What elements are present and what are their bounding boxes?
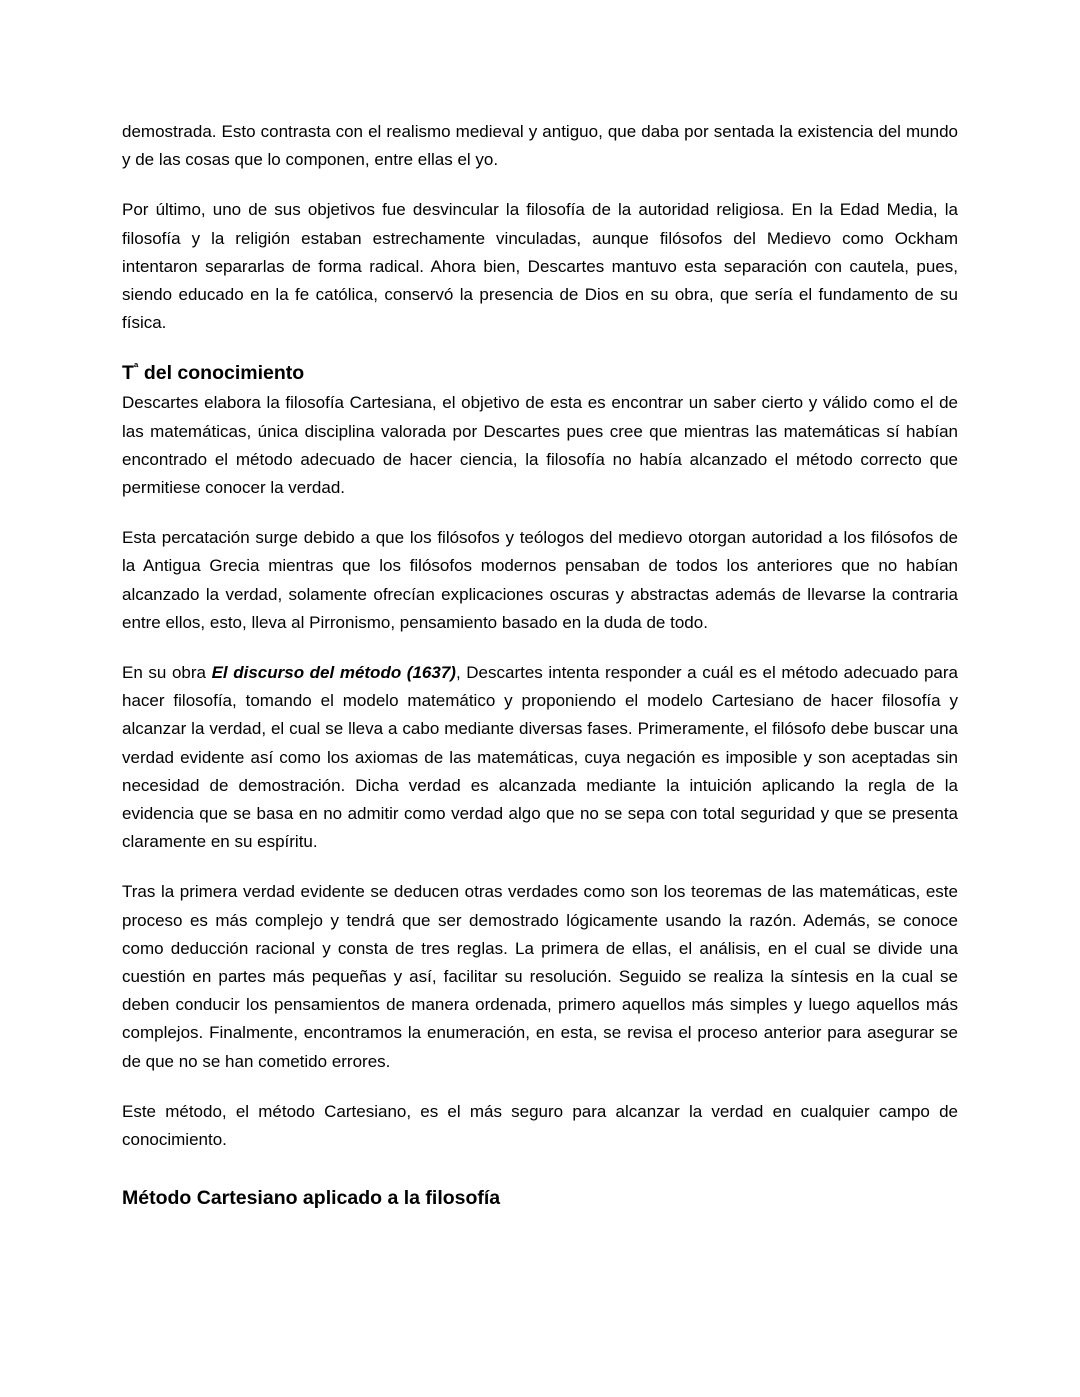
document-text-column bbox=[122, 118, 958, 1212]
heading-teoria-del-conocimiento bbox=[122, 359, 958, 387]
paragraph-lead-text: En su obra bbox=[122, 663, 212, 683]
paragraph-demostrada: demostrada. Esto contrasta con el realismo medieval y antiguo, que daba por sentada la existencia del mundo y de las cosas que lo componen, entre ellas el yo. bbox=[122, 122, 958, 170]
paragraph-por-ultimo: Por último, uno de sus objetivos fue desvincular la filosofía de la autoridad religiosa. En la Edad Media, la filosofía y la religión estaban estrechamente vinculadas, aunque filósofos del Medievo como Ockham intentaron separarlas de forma radical. Ahora bien, Descartes mantuvo esta separación con cautela, pues, siendo educado en la fe católica, conservó la presencia de Dios en su obra, que sería el fundamento de su física. bbox=[122, 200, 958, 333]
heading-metodo-cartesiano-aplicado: Método Cartesiano aplicado a la filosofía bbox=[122, 1187, 501, 1210]
paragraph-descartes-elabora: Descartes elabora la filosofía Cartesiana, el objetivo de esta es encontrar un saber cierto y válido como el de las matemáticas, única disciplina valorada por Descartes pues cree que mientras las matemáticas sí habían encontrado el método adecuado de hacer ciencia, la filosofía no había alcanzado el método correcto que permitiese conocer la verdad. bbox=[122, 393, 958, 498]
paragraph-esta-percatacion: Esta percatación surge debido a que los filósofos y teólogos del medievo otorgan autoridad a los filósofos de la Antigua Grecia mientras que los filósofos modernos pensaban de todos los anteriores que no habían alcanzado la verdad, solamente ofrecían explicaciones oscuras y abstractas además de llevarse la contraria entre ellos, esto, lleva al Pirronismo, pensamiento basado en la duda de todo. bbox=[122, 528, 958, 632]
paragraph-rest-text: , Descartes intenta responder a cuál es el método adecuado para hacer filosofía, tomando el modelo matemático y proponiendo el modelo Cartesiano de hacer filosofía y alcanzar la verdad, el cual se lleva a cabo mediante diversas fases. Primeramente, el filósofo debe buscar una verdad evidente así como los axiomas de las matemáticas, cuya negación es imposible y son aceptadas sin necesidad de demostración. Dicha verdad es alcanzada mediante la intuición aplicando la regla de la evidencia que se basa en no admitir como verdad algo que no se sepa con total seguridad y que se presenta claramente en su espíritu. bbox=[122, 663, 958, 852]
heading-prefix-letter: T bbox=[122, 362, 134, 385]
paragraph-tras-la-primera-verdad: Tras la primera verdad evidente se deducen otras verdades como son los teoremas de las matemáticas, este proceso es más complejo y tendrá que ser demostrado lógicamente usando la razón. Además, se conoce como deducción racional y consta de tres reglas. La primera de ellas, el análisis, en el cual se divide una cuestión en partes más pequeñas y así, facilitar su resolución. Seguido se realiza la síntesis en la cual se deben conducir los pensamientos de manera ordenada, primero aquellos más simples y luego aquellos más complejos. Finalmente, encontramos la enumeración, en esta, se revisa el proceso anterior para asegurar se de que no se han cometido errores. bbox=[122, 882, 958, 1071]
feminine-ordinal-indicator: ª bbox=[133, 360, 139, 375]
paragraph-este-metodo: Este método, el método Cartesiano, es el más seguro para alcanzar la verdad en cualquier campo de conocimiento. bbox=[122, 1101, 958, 1150]
paragraph-en-su-obra bbox=[122, 659, 958, 856]
book-title-emphasis: El discurso del método (1637) bbox=[211, 663, 456, 683]
heading-suffix-text: del conocimiento bbox=[138, 362, 305, 385]
